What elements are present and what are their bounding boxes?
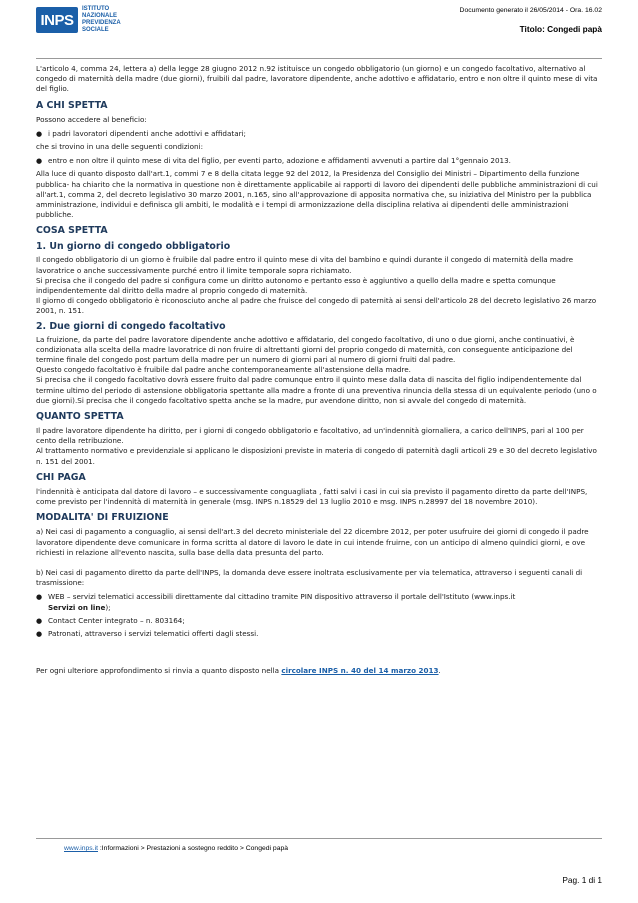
header-divider [36, 58, 602, 59]
paragraph: Questo congedo facoltativo è fruibile dal padre anche contemporaneamente all'astensione della madre. [36, 365, 411, 375]
paragraph: Si precisa che il congedo facoltativo dovrà essere fruito dal padre comunque entro il quinto mese dalla data di nascita del figlio indipendentemente dal termine ultimo del periodo di astensione obbligatoria spettante alla madre a fronte di una preventiva rinuncia della stessa di un equivalente periodo (uno o due giorni).Si precisa che il congedo facoltativo spetta anche se la madre, pur avendone diritto, non si avvale del congedo di maternità. [36, 375, 597, 405]
subheading-congedo-facoltativo: 2. Due giorni di congedo facoltativo [36, 320, 226, 332]
logo-line: ISTITUTO [82, 6, 110, 12]
bullet-text-part: WEB – servizi telematici accessibili direttamente dal cittadino tramite PIN dispositivo attraverso il portale dell'Istituto (www.inps.it [48, 592, 516, 602]
paragraph: l'indennità è anticipata dal datore di lavoro – e successivamente conguagliata , fatti salvi i casi in cui sia previsto il pagamento diretto da parte dell'INPS, come previsto per l'indennità di maternità in generale (msg. INPS n.18529 del 13 luglio 2010 e msg. INPS n.28997 del 18 novembre 2010). [36, 486, 588, 507]
paragraph: a) Nei casi di pagamento a conguaglio, ai sensi dell'art.3 del decreto ministeriale del 22 dicembre 2012, per poter usufruire dei giorni di congedo il padre lavoratore dipendente deve comunicare in forma scritta al datore di lavoro le date in cui intende fruirne, con un anticipo di almeno quindici giorni, e ove richiesti in relazione all'evento nascita, sulla base della data presunta del parto. [36, 527, 589, 557]
section-heading-modalita: MODALITA' DI FRUIZIONE [36, 512, 169, 524]
logo-mark: INPS [36, 7, 78, 33]
logo-text [82, 6, 121, 34]
inps-logo [36, 6, 121, 34]
paragraph: Il giorno di congedo obbligatorio è riconosciuto anche al padre che fruisce del congedo di paternità ai sensi dell'articolo 28 del decreto legislativo 26 marzo 2001, n. 151. [36, 296, 597, 316]
paragraph: La fruizione, da parte del padre lavoratore dipendente anche adottivo e affidatario, del congedo facoltativo, di uno o due giorni, anche continuativi, è condizionata alla scelta della madre lavoratrice di non fruire di altrettanti giorni del proprio congedo di maternità, con conseguente anticipazione del termine finale del congedo post partum della madre per un numero di giorni pari al numero di giorni fruiti dal padre. [36, 334, 575, 365]
generated-timestamp: Documento generato il 26/05/2014 - Ora. 16.02 [459, 7, 602, 14]
paragraph: Al trattamento normativo e previdenziale si applicano le disposizioni previste in materia di congedo di paternità dagli articoli 29 e 30 del decreto legislativo n. 151 del 2001. [36, 446, 597, 466]
paragraph: b) Nei casi di pagamento diretto da parte dell'INPS, la domanda deve essere inoltrata esclusivamente per via telematica, attraverso i seguenti canali di trasmissione: [36, 567, 583, 588]
bullet-item [36, 156, 602, 166]
bullet-icon: ● [36, 629, 43, 638]
bullet-item [36, 629, 602, 639]
site-link[interactable]: www.inps.it [64, 845, 98, 852]
circolare-link[interactable]: circolare INPS n. 40 del 14 marzo 2013 [281, 666, 439, 676]
bullet-text: Patronati, attraverso i servizi telematici offerti dagli stessi. [48, 628, 259, 638]
bullet-icon: ● [36, 157, 43, 166]
bullet-item [36, 129, 602, 139]
section-heading-quanto-spetta: QUANTO SPETTA [36, 411, 124, 423]
logo-line: SOCIALE [82, 27, 109, 33]
footer-breadcrumb [64, 845, 288, 852]
bullet-text-part: ); [105, 602, 111, 612]
paragraph: Alla luce di quanto disposto dall'art.1, commi 7 e 8 della citata legge 92 del 2012, la Presidenza del Consiglio dei Ministri – Dipartimento della funzione pubblica- ha chiarito che la normativa in questione non è direttamente applicabile ai rapporti di lavoro dei dipendenti delle pubbliche amministrazioni di cui all'art.1, comma 2, del decreto legislativo 30 marzo 2001, n.165, sino all'approvazione di apposita normativa che, su iniziativa del Ministro per la pubblica amministrazione, individui e definisca gli ambiti, le modalità e i tempi di armonizzazione della disciplina relativa ai dipendenti delle amministrazioni pubbliche. [36, 169, 598, 220]
paragraph: Il congedo obbligatorio di un giorno è fruibile dal padre entro il quinto mese di vita del bambino e quindi durante il congedo di maternità della madre lavoratrice o anche successivamente purché entro il limite temporale sopra richiamato. [36, 255, 574, 275]
servizi-online-label: Servizi on line [48, 602, 106, 612]
subheading-congedo-obbligatorio: 1. Un giorno di congedo obbligatorio [36, 241, 231, 253]
closing-text: Per ogni ulteriore approfondimento si rinvia a quanto disposto nella [36, 666, 282, 676]
bullet-icon: ● [36, 129, 43, 138]
section-heading-cosa-spetta: COSA SPETTA [36, 225, 108, 237]
paragraph: Possono accedere al beneficio: [36, 114, 147, 124]
bullet-text [48, 592, 515, 612]
section-heading-a-chi-spetta: A CHI SPETTA [36, 99, 108, 111]
bullet-text: entro e non oltre il quinto mese di vita del figlio, per eventi parto, adozione e affidamenti avvenuti a partire dal 1°gennaio 2013. [48, 156, 511, 166]
bullet-item [36, 592, 602, 612]
document-title: Titolo: Congedi papà [519, 24, 602, 34]
paragraph: Il padre lavoratore dipendente ha diritto, per i giorni di congedo obbligatorio e facoltativo, ad un'indennità giornaliera, a carico dell'INPS, pari al 100 per cento della retribuzione. [36, 426, 584, 446]
closing-paragraph [36, 666, 602, 676]
bullet-text: i padri lavoratori dipendenti anche adottivi e affidatari; [48, 128, 246, 138]
breadcrumb-path: :Informazioni > Prestazioni a sostegno reddito > Congedi papà [98, 845, 289, 852]
intro-paragraph: L'articolo 4, comma 24, lettera a) della legge 28 giugno 2012 n.92 istituisce un congedo obbligatorio (un giorno) e un congedo facoltativo, alternativo al congedo di maternità della madre (due giorni), fruibili dal padre, lavoratore dipendente, anche adottivo e affidatario, entro e non oltre il quinto mese di vita del figlio. [36, 64, 598, 94]
paragraph: Si precisa che il congedo del padre si configura come un diritto autonomo e pertanto esso è aggiuntivo a quello della madre e spetta comunque indipendentemente dal diritto della madre al proprio congedo di maternità. [36, 275, 556, 296]
footer-divider [36, 838, 602, 839]
document-body [36, 64, 602, 680]
logo-line: PREVIDENZA [82, 20, 121, 26]
bullet-icon: ● [36, 616, 43, 625]
page-number: Pag. 1 di 1 [562, 875, 602, 885]
bullet-icon: ● [36, 593, 43, 602]
logo-line: NAZIONALE [82, 13, 117, 19]
section-heading-chi-paga: CHI PAGA [36, 471, 86, 483]
bullet-item [36, 616, 602, 626]
closing-end: . [438, 666, 441, 676]
paragraph: che si trovino in una delle seguenti condizioni: [36, 142, 204, 152]
bullet-text: Contact Center integrato – n. 803164; [48, 615, 185, 625]
